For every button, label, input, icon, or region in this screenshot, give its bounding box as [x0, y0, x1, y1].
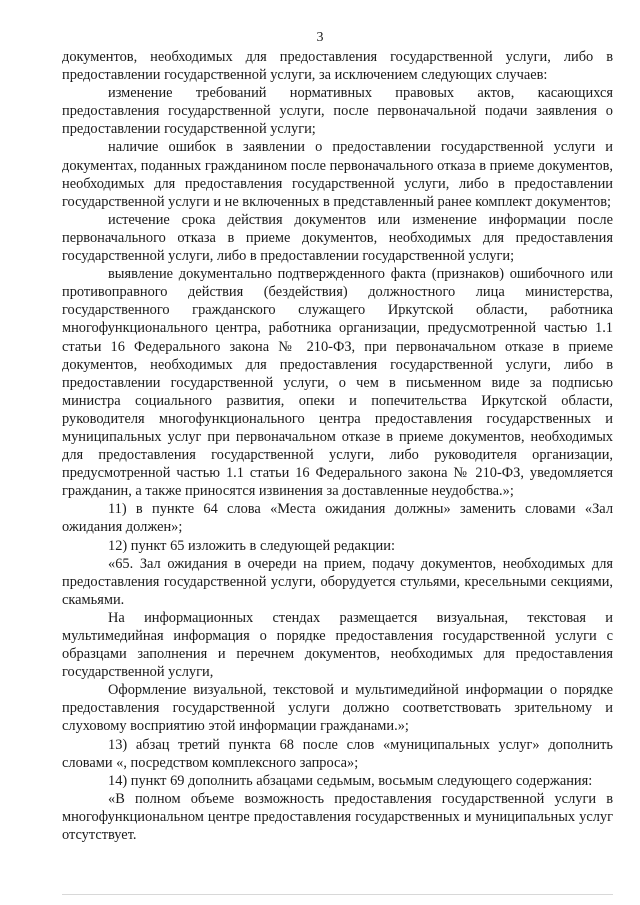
document-body: [62, 48, 613, 844]
paragraph: 14) пункт 69 дополнить абзацами седьмым, восьмым следующего содержания:: [108, 772, 593, 789]
paragraph: 11) в пункте 64 слова «Места ожидания должны» заменить словами «Зал ожидания должен»;: [62, 501, 613, 536]
paragraph: выявление документально подтвержденного факта (признаков) ошибочного или противоправного действия (бездействия) должностного лица министерства, государственного гражданского служащего Иркутской области, работника многофункционального центра, работника организации, предусмотренной частью 1.1 статьи 16 Федерального закона № 210-ФЗ, при первоначальном отказе в приеме документов, необходимых для предоставления государственной услуги, либо в предоставлении государственной услуги, о чем в письменном виде за подписью министра социального развития, опеки и попечительства Иркутской области, руководителя многофункционального центра предоставления государственных и муниципальных услуг при первоначальном отказе в приеме документов, необходимых для предоставления государственной услуги, либо руководителя организации, предусмотренной частью 1.1 статьи 16 Федерального закона № 210-ФЗ, уведомляется гражданин, а также приносятся извинения за доставленные неудобства.»;: [62, 266, 613, 500]
paragraph: 12) пункт 65 изложить в следующей редакции:: [108, 537, 395, 554]
paragraph: «В полном объеме возможность предоставления государственной услуги в многофункциональном центре предоставления государственных и муниципальных услуг отсутствует.: [62, 790, 613, 844]
paragraph: Оформление визуальной, текстовой и мультимедийной информации о порядке предоставления государственной услуги должно соответствовать зрительному и слуховому восприятию этой информации гражданами.»;: [62, 682, 613, 735]
paragraph: наличие ошибок в заявлении о предоставлении государственной услуги и документах, поданных гражданином после первоначального отказа в приеме документов, необходимых для предоставления государственной услуги, либо в предоставлении государственной услуги и не включенных в представленный ранее комплект документов;: [62, 139, 613, 210]
paragraph: На информационных стендах размещается визуальная, текстовая и мультимедийная информация о порядке предоставления государственной услуги с образцами заполнения и перечнем документов, необходимых для предоставления государственной услуги,: [62, 609, 613, 681]
footer-rule: [62, 894, 613, 895]
page-number: 3: [316, 30, 324, 45]
paragraph-continuation: документов, необходимых для предоставления государственной услуги, либо в предоставлении государственной услуги, за исключением следующих случаев:: [62, 49, 613, 84]
paragraph: изменение требований нормативных правовых актов, касающихся предоставления государственной услуги, после первоначальной подачи заявления о предоставлении государственной услуги;: [62, 85, 613, 138]
paragraph: «65. Зал ожидания в очереди на прием, подачу документов, необходимых для предоставления государственной услуги, оборудуется стульями, кресельными секциями, скамьями.: [62, 555, 613, 608]
paragraph: истечение срока действия документов или изменение информации после первоначального отказа в приеме документов, необходимых для предоставления государственной услуги, либо в предоставлении государственной услуги;: [62, 211, 613, 265]
paragraph: 13) абзац третий пункта 68 после слов «муниципальных услуг» дополнить словами «, посредством комплексного запроса»;: [62, 736, 613, 771]
